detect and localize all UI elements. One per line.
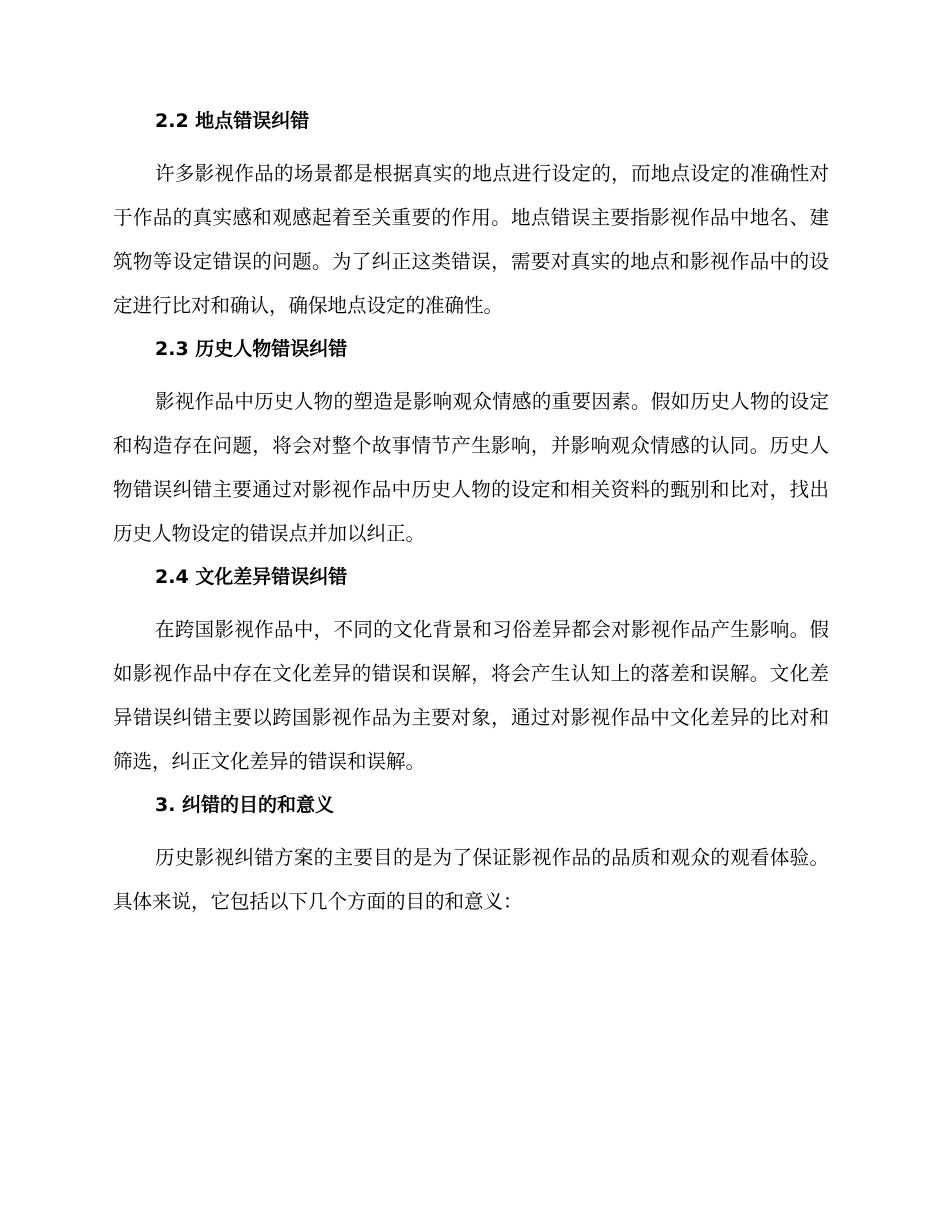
section-paragraph: 历史影视纠错方案的主要目的是为了保证影视作品的品质和观众的观看体验。具体来说，它包括以下几个方面的目的和意义：: [113, 846, 829, 913]
section-heading: 2.4 文化差异错误纠错: [155, 566, 348, 588]
section-historical-figure-error: [113, 336, 829, 556]
section-paragraph: 影视作品中历史人物的塑造是影响观众情感的重要因素。假如历史人物的设定和构造存在问题，将会对整个故事情节产生影响，并影响观众情感的认同。历史人物错误纠错主要通过对影视作品中历史人物的设定和相关资料的甄别和比对，找出历史人物设定的错误点并加以纠正。: [113, 390, 829, 545]
section-heading: 2.2 地点错误纠错: [155, 110, 310, 132]
document-page: [113, 108, 829, 932]
section-paragraph: 在跨国影视作品中，不同的文化背景和习俗差异都会对影视作品产生影响。假如影视作品中存在文化差异的错误和误解，将会产生认知上的落差和误解。文化差异错误纠错主要以跨国影视作品为主要对象，通过对影视作品中文化差异的比对和筛选，纠正文化差异的错误和误解。: [113, 618, 829, 773]
section-location-error: [113, 108, 829, 328]
section-purpose-and-significance: [113, 792, 829, 924]
section-cultural-difference-error: [113, 564, 829, 784]
section-heading: 3. 纠错的目的和意义: [155, 794, 335, 816]
section-paragraph: 许多影视作品的场景都是根据真实的地点进行设定的，而地点设定的准确性对于作品的真实感和观感起着至关重要的作用。地点错误主要指影视作品中地名、建筑物等设定错误的问题。为了纠正这类错误，需要对真实的地点和影视作品中的设定进行比对和确认，确保地点设定的准确性。: [113, 162, 829, 317]
section-heading: 2.3 历史人物错误纠错: [155, 338, 348, 360]
